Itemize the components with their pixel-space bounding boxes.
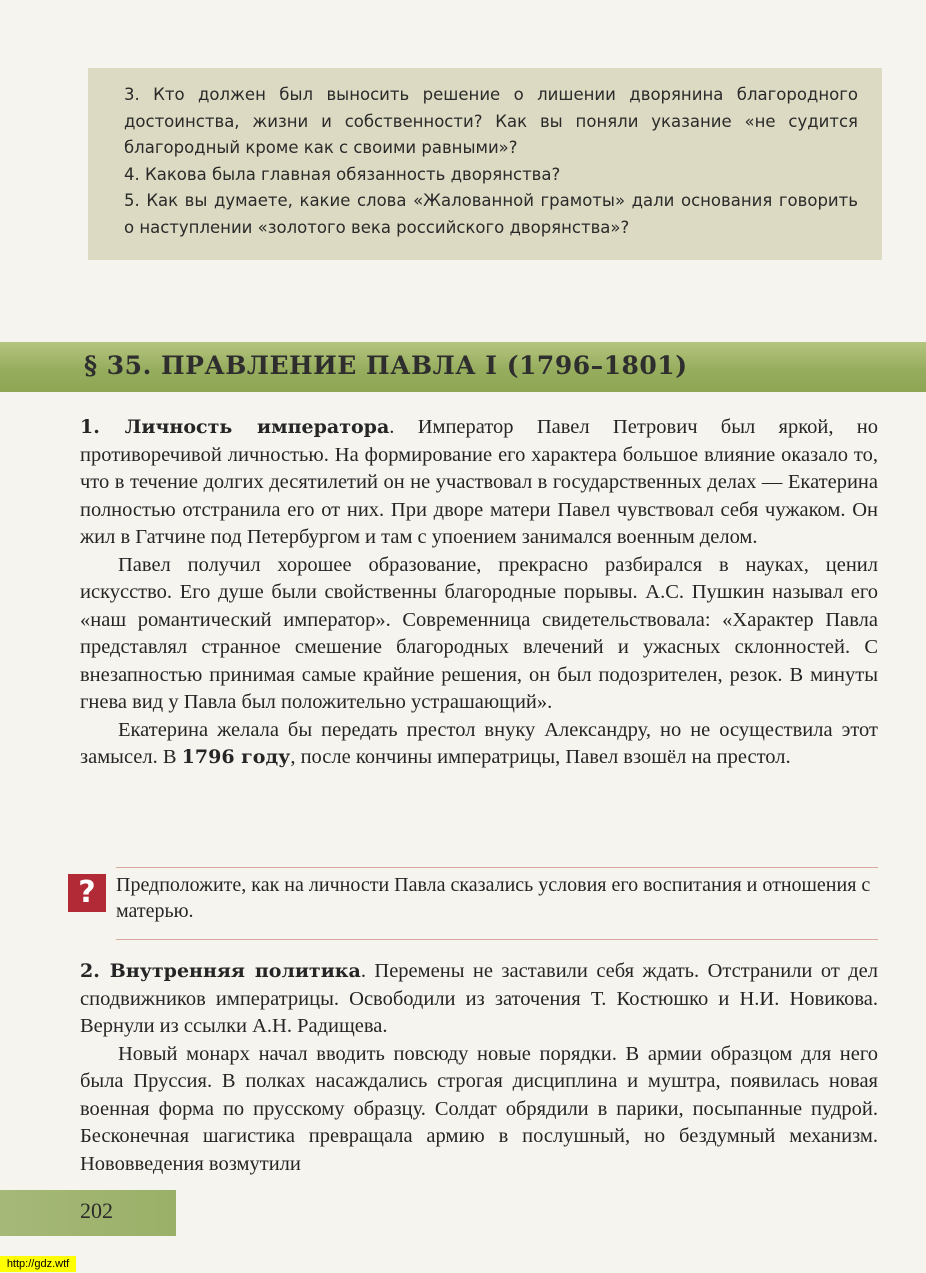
question-5: 5. Как вы думаете, какие слова «Жалованной грамоты» дали основания говорить о наступлении «золотого века российского дворянства»?	[124, 191, 858, 237]
divider-top	[116, 867, 878, 868]
section1-paragraph-1	[80, 414, 878, 552]
question-3: 3. Кто должен был выносить решение о лишении дворянина благородного достоинства, жизни и собственности? Как вы поняли указание «не судится благородный кроме как с своими равными»?	[124, 85, 858, 157]
question-mark-icon: ?	[68, 874, 106, 912]
chapter-title: § 35. ПРАВЛЕНИЕ ПАВЛА I (1796–1801)	[84, 351, 688, 380]
divider-bottom	[116, 939, 878, 940]
section1-p3-after: , после кончины императрицы, Павел взошёл на престол.	[290, 746, 791, 768]
section-domestic-policy	[80, 958, 878, 1178]
section1-p3-before: Екатерина желала бы передать престол внуку Александру, но не осуществила этот замысел. В	[80, 718, 878, 768]
watermark-link[interactable]: http://gdz.wtf	[0, 1256, 76, 1272]
year-highlight: 1796 году	[181, 746, 291, 768]
question-4: 4. Какова была главная обязанность дворянства?	[124, 164, 561, 184]
discussion-question	[68, 862, 878, 944]
section2-heading: 2. Внутренняя политика	[80, 960, 361, 982]
section1-paragraph-3	[80, 717, 878, 772]
section2-p1-text: . Перемены не заставили себя ждать. Отстранили от дел сподвижников императрицы. Освободили из заточения Т. Костюшко и Н.И. Новикова. Вернули из ссылки А.Н. Радищева.	[80, 960, 878, 1037]
section1-paragraph-2: Павел получил хорошее образование, прекрасно разбирался в науках, ценил искусство. Его душе были свойственны благородные порывы. А.С. Пушкин называл его «наш романтический император». Современница свидетельствовала: «Характер Павла представлял странное смешение благородных влечений и ужасных склонностей. С внезапностью принимая самые крайние решения, он был подозрителен, резок. В минуты гнева вид у Павла был положительно устрашающий».	[80, 553, 878, 713]
page-number: 202	[80, 1198, 113, 1223]
section1-p1-text: . Император Павел Петрович был яркой, но противоречивой личностью. На формирование его характера большое влияние оказало то, что в течение долгих десятилетий он не участвовал в государственных делах — Екатерина полностью отстранила его от них. При дворе матери Павел чувствовал себя чужаком. Он жил в Гатчине под Петербургом и там с упоением занимался военным делом.	[80, 416, 878, 548]
section2-paragraph-2: Новый монарх начал вводить повсюду новые порядки. В армии образцом для него была Пруссия. В полках насаждались строгая дисциплина и муштра, появилась новая военная форма по прусскому образцу. Солдат обрядили в парики, посыпанные пудрой. Бесконечная шагистика превращала армию в послушный, но бездумный механизм. Нововведения возмутили	[80, 1042, 878, 1175]
section1-heading: 1. Личность императора	[80, 416, 390, 438]
section2-paragraph-1	[80, 958, 878, 1041]
review-questions-box	[88, 68, 882, 260]
section-personality	[80, 414, 878, 772]
discussion-question-text: Предположите, как на личности Павла сказались условия его воспитания и отношения с матерью.	[116, 874, 871, 922]
